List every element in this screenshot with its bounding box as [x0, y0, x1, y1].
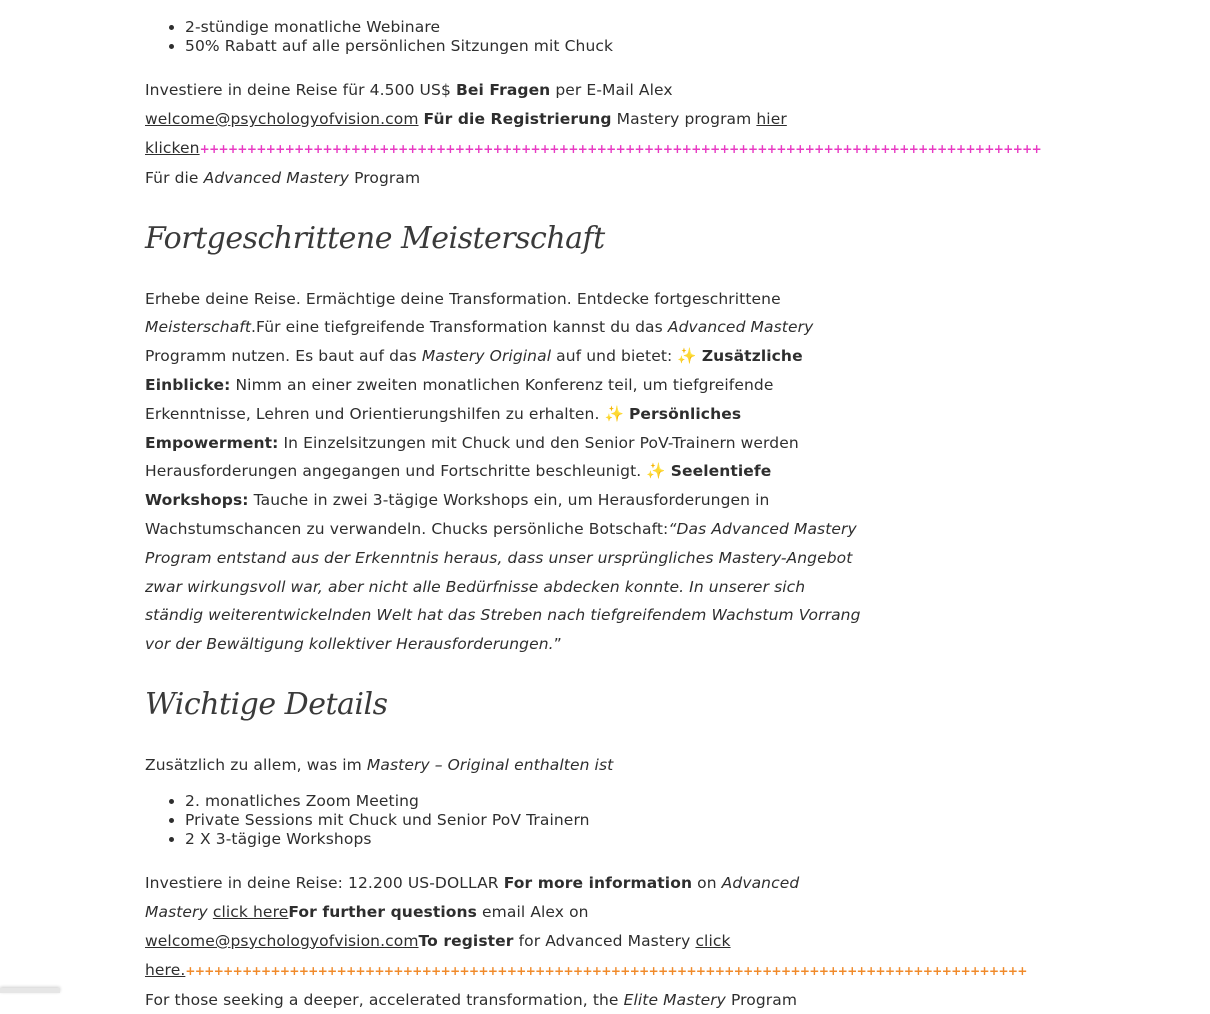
list-item: • 2. monatliches Zoom Meeting — [185, 792, 865, 811]
plus-divider: +++++++++++++++++++++++++++++++++++++++++++++++++++++++++++++++++++++++++++++++++++++++++ — [185, 963, 1027, 978]
workshops-label: Seelentiefe Workshops: — [145, 462, 772, 510]
quote-end: ” — [553, 635, 562, 654]
advanced-intro — [145, 164, 865, 193]
invest-paragraph-advanced — [145, 869, 1027, 985]
advanced-text: .Für eine tiefgreifende Transformation kannst du das — [251, 318, 668, 337]
questions-label: Bei Fragen — [455, 81, 551, 100]
advanced-em: Advanced Mastery — [667, 318, 814, 337]
details-list — [145, 792, 865, 850]
advanced-name: Advanced Mastery — [145, 874, 800, 922]
advanced-text: In Einzelsitzungen mit Chuck und den Senior PoV-Trainern werden Herausforderungen angegangen und Fortschritte beschleunigt. — [145, 433, 799, 481]
email-link[interactable]: welcome@psychologyofvision.com — [145, 931, 419, 950]
list-item: • 50% Rabatt auf alle persönlichen Sitzungen mit Chuck — [185, 37, 865, 56]
list-item: • 2-stündige monatliche Webinare — [185, 18, 865, 37]
advanced-text: Programm nutzen. Es baut auf das — [145, 347, 422, 366]
details-intro-em: Mastery – Original enthalten ist — [366, 755, 614, 774]
list-item: • Private Sessions mit Chuck und Senior PoV Trainern — [185, 811, 865, 830]
registration-label: Für die Registrierung — [423, 110, 612, 129]
sparkle-icon: ✨ — [677, 347, 697, 366]
advanced-text: Erhebe deine Reise. Ermächtige deine Transformation. Entdecke fortgeschrittene — [145, 289, 781, 308]
details-intro — [145, 751, 865, 780]
elite-name: Elite Mastery — [623, 990, 726, 1009]
program-text: Mastery program — [611, 110, 757, 129]
email-link[interactable]: welcome@psychologyofvision.com — [145, 110, 419, 129]
advanced-text: auf und bietet: — [551, 347, 678, 366]
questions-label: For further questions — [288, 903, 478, 922]
invest-paragraph — [145, 76, 1042, 163]
elite-intro — [145, 986, 865, 1014]
advanced-intro-suffix: Program — [349, 168, 421, 187]
program-text: for Advanced Mastery — [513, 931, 696, 950]
empowerment-label: Persönliches Empowerment: — [145, 404, 742, 452]
section-heading-details: Wichtige Details — [145, 686, 388, 722]
list-item: • 2 X 3-tägige Workshops — [185, 830, 865, 849]
info-link[interactable]: click here — [212, 903, 289, 922]
advanced-description — [145, 285, 865, 659]
advanced-text: Nimm an einer zweiten monatlichen Konferenz teil, um tiefgreifende Erkenntnisse, Lehren und Orientierungshilfen zu erhalten. — [145, 375, 774, 423]
advanced-em: Meisterschaft — [145, 318, 252, 337]
benefits-list — [145, 18, 865, 56]
elite-text: For those seeking a deeper, accelerated transformation, the — [145, 990, 624, 1009]
advanced-text: Tauche in zwei 3-tägige Workshops ein, um Herausforderungen in Wachstumschancen zu verwandeln. Chucks persönliche Botschaft: — [145, 491, 770, 538]
email-intro-text: per E-Mail Alex — [550, 81, 673, 100]
insights-label: Zusätzliche Einblicke: — [145, 347, 803, 394]
register-link[interactable]: hier klicken — [145, 110, 787, 157]
article-content — [145, 0, 1042, 1014]
invest-price-text: Investiere in deine Reise: 12.200 US-DOLLAR — [145, 874, 504, 893]
bottom-scroll-indicator — [0, 988, 60, 993]
advanced-intro-text: Für die — [145, 168, 204, 187]
registration-label: To register — [418, 931, 514, 950]
register-link[interactable]: click here. — [145, 931, 731, 979]
details-intro-text: Zusätzlich zu allem, was im — [145, 755, 367, 774]
advanced-em: Mastery Original — [421, 347, 552, 366]
invest-price-text: Investiere in deine Reise für 4.500 US$ — [145, 81, 456, 100]
plus-divider: +++++++++++++++++++++++++++++++++++++++++++++++++++++++++++++++++++++++++++++++++++++++++ — [199, 142, 1042, 156]
on-text: on — [692, 874, 722, 893]
sparkle-icon: ✨ — [604, 404, 624, 423]
section-heading-advanced: Fortgeschrittene Meisterschaft — [145, 220, 605, 256]
advanced-intro-name: Advanced Mastery — [203, 168, 350, 187]
email-intro-text: email Alex on — [477, 903, 589, 922]
sparkle-icon: ✨ — [646, 462, 666, 481]
more-info-label: For more information — [503, 874, 693, 893]
chuck-quote: “Das Advanced Mastery Program entstand aus der Erkenntnis heraus, dass unser ursprüngliches Mastery-Angebot zwar wirkungsvoll war, aber nicht alle Bedürfnisse abdecken konnte. In unserer sich ständig weiterentwickelnden Welt hat das Streben nach tiefgreifendem Wachstum Vorrang vor der Bewältigung kollektiver Herausforderungen. — [145, 519, 861, 654]
elite-suffix: Program — [725, 990, 798, 1009]
